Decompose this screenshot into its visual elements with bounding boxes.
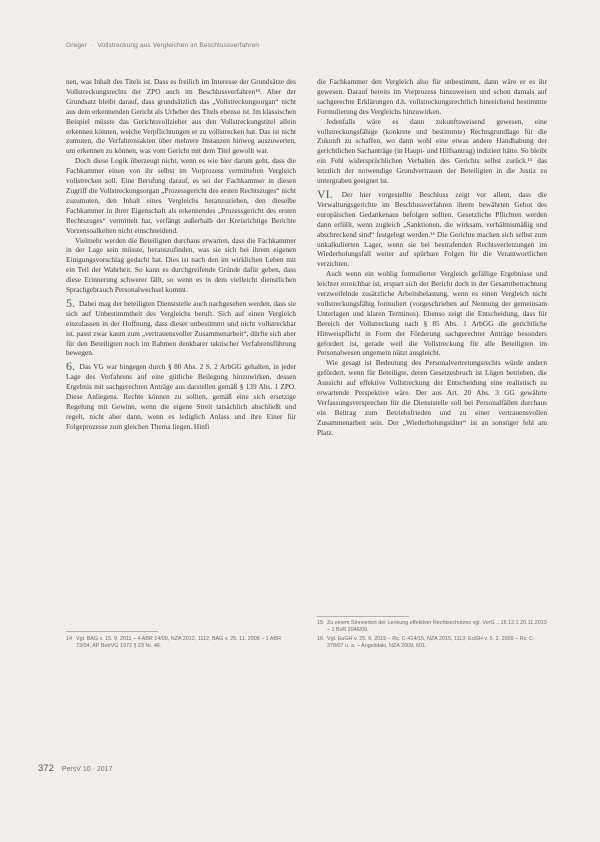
journal-issue: PersV 10 · 2017	[61, 766, 113, 773]
running-head-author: Greger	[66, 42, 88, 49]
left-text-column	[66, 77, 296, 432]
footnote-number: 15	[317, 620, 323, 626]
paragraph: nen, was Inhalt des Titels ist. Dass es freilich im Interesse der Grundsätze des Vollstreckungsrechts der ZPO auch im Beschlussverfahren¹⁴. Aber der Grundsatz bleibt darauf, dass grundsätzlich das „Vollstreckungsorgan“ nicht aus dem erkennenden Gericht als Urheber des Titels ebenso ist. Im klassischen Beispiel müsste das Gerichtsvollzieher aus den Vollstreckungstitel allein erkennen können, welche Verpflichtungen er zu vollstrecken hat. Das ist nicht zumuten, die Verfahrensakten über mehrere Instanzen hinweg auszuwerten, um erkennen zu können, was vom Gericht mit dem Titel gewollt war.	[66, 77, 296, 156]
footnote	[317, 636, 547, 651]
right-text-column	[317, 77, 547, 438]
section-number: 5.	[66, 295, 75, 310]
running-head	[66, 42, 546, 49]
running-head-title: Vollstreckung aus Vergleichen im Beschlussverfahren	[97, 42, 260, 49]
footnote-text: Vgl. EuGH v. 25. 6. 2015 – Rs. C-414/15, NZA 2015, 1113; EuGH v. 5. 2. 2009 – Rs. C-378/07 u. a. – Angelidaki, NZA 2009, 601.	[327, 635, 535, 650]
paragraph: Doch diese Logik überzeugt nicht, wenn es wie hier darum geht, dass die Fachkammer einen von ihr selbst im Vorprozess vermittelten Vergleich vollstrecken soll. Eine Berufung darauf, es sei der Fachkammer in diesen Zugriff die Vollstreckungsorgan „Prozessgericht des ersten Rechtszuges“ nicht zuzumuten, den Inhalt eines Vergleichs heranzuziehen, den dieselbe Fachkammer in ihrer Eigenschaft als erkennendes „Prozessgericht des ersten Rechtszuges“ vermittelt hat, verfängt außerhalb der Kreisrichtige Berichte Vorzensoalkelten nicht einschneidend.	[66, 156, 296, 235]
paragraph: Jedenfalls wäre es dann zukunftsweisend gewesen, eine vollstreckungsfähige (konkrete und bestimmte) Rechtsgrundlage für die Zukunft zu schaffen, wo dann wohl eine etwas andere Handhabung der gerichtlichen Sachanträge (in Haupt- und Hilfsantrag) indiziert hätte. So bleibt ein Fehl widersprüchlichen Verhalten des Gerichts selbst zurück.¹⁵ das letztlich der notwendige Grundvertrauen der Beteiligten in die Justiz zu untergraben geeignet ist.	[317, 116, 547, 186]
page-footer	[38, 763, 112, 774]
footnote	[66, 636, 296, 651]
section-5	[66, 295, 296, 358]
page-number: 372	[38, 763, 54, 774]
running-head-separator: ·	[91, 42, 94, 49]
section-text: Das VG war hingegen durch § 80 Abs. 2 S. 2 ArbGG gehalten, in jeder Lage des Verfahrens auf eine gütliche Beilegung hinzuwirken, dessen Ergebnis mit sachgerechten Anträge aus darstellen gemäß § 139 Abs. 1 ZPO. Diese Anliegens. Rechte können zu sollten, gemäß eine sich ersetzige Regelung mit Gewinn, wenn die eigene Streit tatsächlich abschließt und regelt, nicht aber dann, wenn es lediglich Anlass und ihre Einer für Folgeprozesse zum gleichen Thema liegen. Hinfi	[66, 362, 296, 431]
footnote-rule	[66, 631, 158, 632]
section-6	[66, 359, 296, 431]
paragraph: Auch wenn ein wohlig formulierter Vergleich gefällige Ergebnisse und leichter erreichbar ist, erspart sich der Bericht doch in der Gesamtbetrachtung verzweifelnde zusätzliche Arbeitsbelastung, wenn es einen Vergleich nicht vollstreckungsfähig formuliert (vorgeschrieben auf Nennung der gemeinsam Unterlagen und klaren Terminus). Ebenso zeigt die Entscheidung, dass für Bereich der Vollstreckung nach § 85 Abs. 1 ArbGG die gerichtliche Hinweispflicht in Form der Förderung sachgerechter Anträge besonders gefordert ist, gerade weil die Vollstreckung für alle Beteiligten im Personalwesen ungemein nützt ausgleicht.	[317, 269, 547, 358]
section-text: Dabei mag der beteiligten Dienststelle auch nachgesehen werden, dass sie sich auf Unbestimmtheit des Vergleichs beruft. Sich auf einen Vergleich einzulassen in der Hoffnung, dass dieser unbestimmt und nicht vollstreckbar ist, passt zwar kaum zum „vertrauensvoller Zusammenarbeit“, dürfte sich aber für den Beteiligten noch im Rahmen denkbarer taktischer Verfahrensführung bewegen.	[66, 298, 296, 358]
section-vi	[317, 186, 547, 269]
paragraph: Wie gesagt ist Bedeutung des Personalvertretungsrechts würde andern gefördert, wenn für Beteiligte, deren Gesetzesbruch ist Lügen betrieben, die Aussicht auf effektive Vollstreckung der Entscheidung eine realistisch zu erwartende Perspektive wäre. Der aus Art. 20 Abs. 3 GG gewährte Verfassungsversprechen für die Dienststelle soll bei Personalfällen durchaus ein Beitrag zum Betriebsfrieden und zu einer vertrauensvollen Zusammenarbeit sein. Der „Wiederholungstäter“ ist an sonstiger fehl am Platz.	[317, 358, 547, 437]
footnotes-left	[66, 636, 296, 652]
paragraph: Vielmehr werden die Beteiligten durchaus erwarten, dass die Fachkammer in der Lage sein müsste, herauszufinden, was sie sich bei ihrem eigenen Einigungsvorschlag gedacht hat. Dies ist nach den im wirklichen Leben mit ein Teil der Wahrheit. So kann es durchgreifende Gründe dafür geben, dass diese Erinnerung schwerer fällt, so wenn es in dem vielleicht dienstlichen Sprachgebrauch Personalwechsel kommt.	[66, 235, 296, 295]
section-text: Der hier vorgestellte Beschluss zeigt vor allem, dass die Verwaltungsgerichte im Beschlussverfahren ihrem bewährten Gebot des europäischen Gedankenaus befolgen sollten. Gesetzliche Pflichten werden dann erfüllt, wenn zugleich „Sanktionen, die wirksam, verhältnismäßig und abschreckend sind“ festgelegt werden.¹⁶ Die Gerichte machen sich selbst zum unkalkulierten Lager, wenn sie bei bestrafenden Rechtsverletzungen im Wiederholungsfall weiter auf spürbare Folgen für die Verantwortlichen verzichten.	[317, 189, 547, 269]
section-number: 6.	[66, 359, 75, 374]
footnote-text: Vgl. BAG v. 15. 9. 2011 – 4 ABR 14/09, NZA 2012, 1112; BAG v. 25. 11. 2008 – 1 ABR 73/04, AP BetrVG 1972 § 23 Nr. 46.	[76, 636, 281, 650]
footnote-number: 14	[66, 636, 72, 642]
paragraph: die Fachkammer den Vergleich also für unbestimmt, dann wäre er es ihr gewesen. Darauf bereits im Vorprozess hinzuweisen und schon damals auf sachgerechte Erklärungen d.h. vollstreckungsrechtlich hinreichend bestimmte Formulierung des Vergleichs hinzuwirken.	[317, 77, 547, 116]
footnote-number: 16	[317, 635, 323, 642]
footnote-text: Zu einem Sinnverbot der Lenkung effektiver Rechtsschutzes vgl. VerG ...16.12.1 20.11.2013 – 1 BvR 2046/09.	[327, 620, 547, 634]
section-number: VI.	[317, 186, 333, 201]
footnote-rule	[317, 616, 409, 617]
footnotes-right	[317, 620, 547, 652]
footnote	[317, 620, 547, 635]
